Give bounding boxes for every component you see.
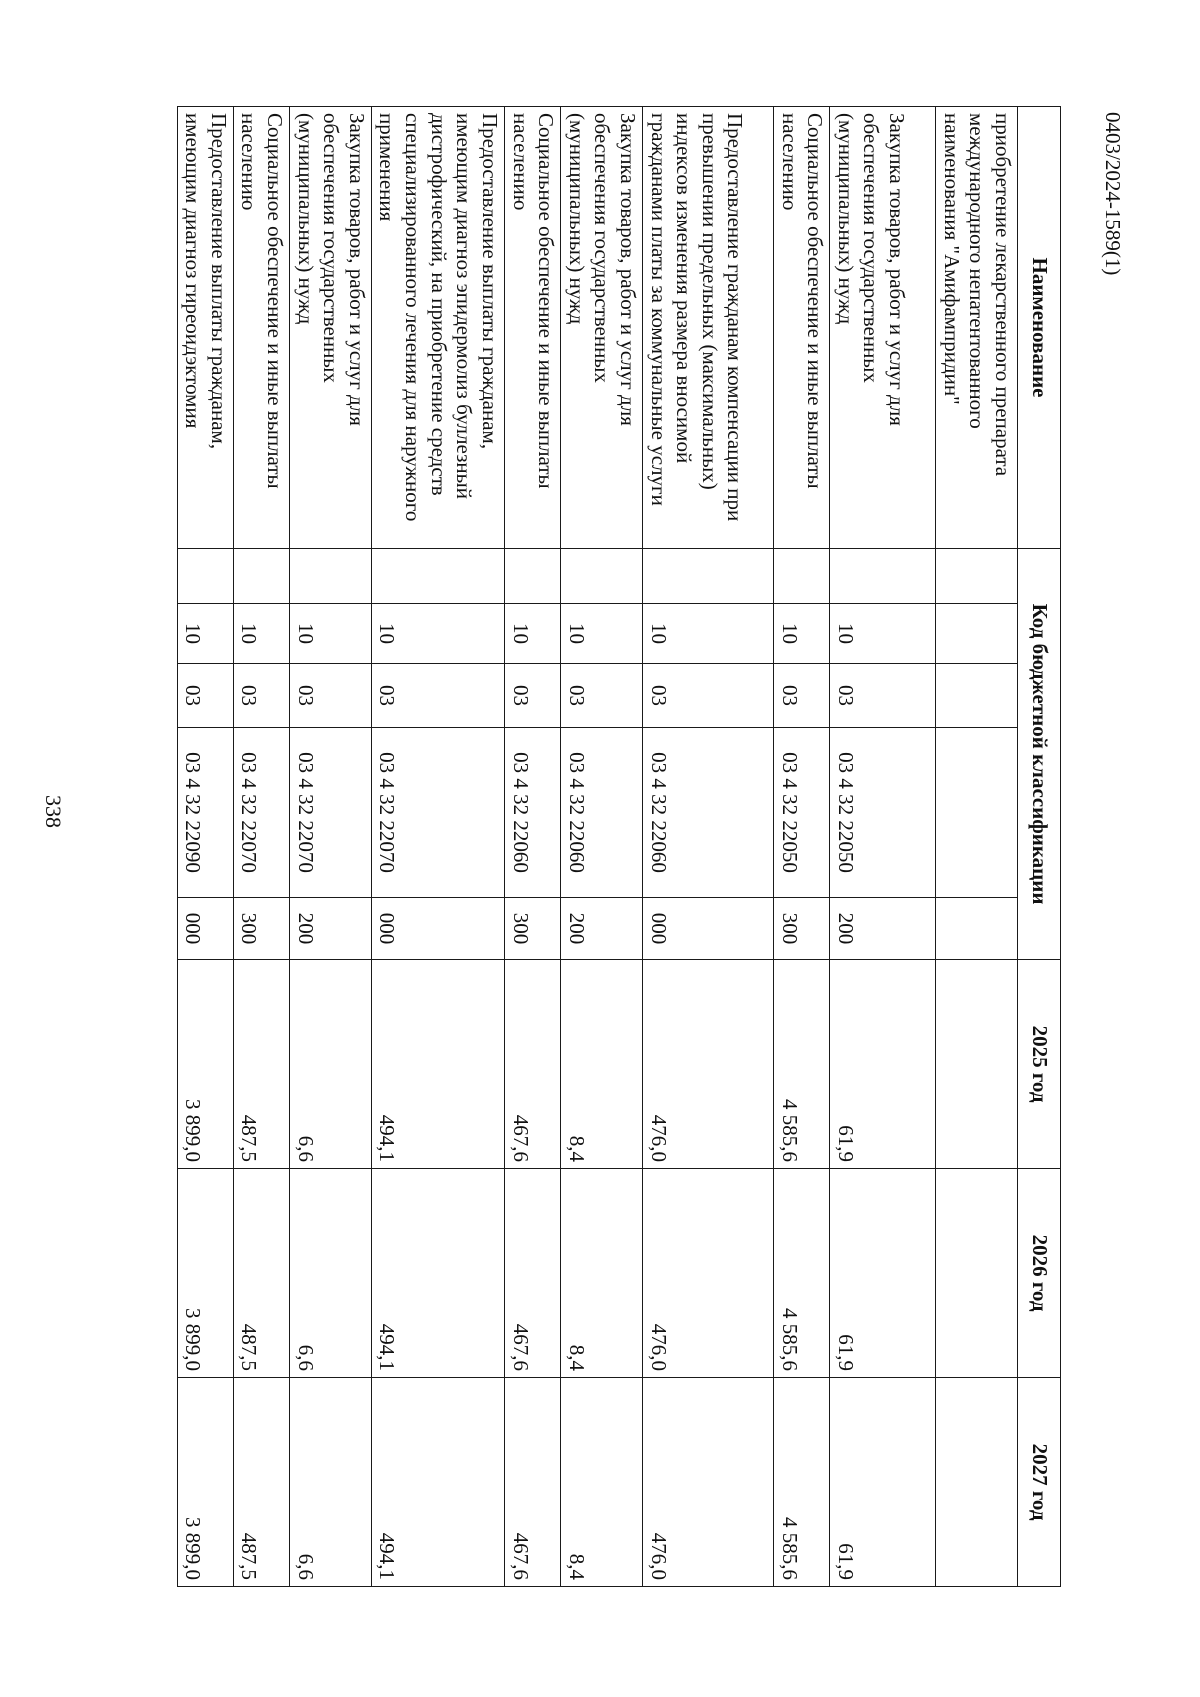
value-2027	[936, 1378, 1018, 1587]
code-section: 10	[371, 604, 504, 664]
code-section: 10	[233, 604, 289, 664]
table-body	[177, 107, 1017, 1587]
table-row	[830, 107, 936, 1587]
value-2027: 4 585,6	[773, 1378, 829, 1587]
row-name: Предоставление выплаты гражданам, имеющим диагноз эпидермолиз буллезный дистрофический, на приобретение средств специализированного лечения для наружного применения	[371, 107, 504, 549]
code-subsection: 03	[642, 664, 773, 728]
code-expense-type: 000	[371, 898, 504, 960]
row-name: Закупка товаров, работ и услуг для обеспечения государственных (муниципальных) нужд	[290, 107, 372, 549]
value-2025: 4 585,6	[773, 960, 829, 1169]
table-row	[177, 107, 233, 1587]
blank-cell	[830, 549, 936, 604]
header-code: Код бюджетной классификации	[1018, 549, 1061, 960]
header-2027: 2027 год	[1018, 1378, 1061, 1587]
code-section: 10	[504, 604, 560, 664]
code-expense-type: 000	[642, 898, 773, 960]
code-subsection: 03	[177, 664, 233, 728]
header-row	[1018, 107, 1061, 1587]
value-2027: 467,6	[504, 1378, 560, 1587]
value-2027: 3 899,0	[177, 1378, 233, 1587]
value-2026: 4 585,6	[773, 1169, 829, 1378]
row-name: Социальное обеспечение и иные выплаты населению	[773, 107, 829, 549]
blank-cell	[642, 549, 773, 604]
value-2025: 476,0	[642, 960, 773, 1169]
value-2025: 3 899,0	[177, 960, 233, 1169]
table-row	[936, 107, 1018, 1587]
code-target-article: 03 4 32 22060	[642, 728, 773, 898]
blank-cell	[177, 549, 233, 604]
value-2026: 6,6	[290, 1169, 372, 1378]
row-name: Предоставление выплаты гражданам, имеющим диагноз гиреоидэктомия	[177, 107, 233, 549]
value-2025	[936, 960, 1018, 1169]
table-row	[561, 107, 643, 1587]
blank-cell	[233, 549, 289, 604]
code-subsection: 03	[830, 664, 936, 728]
code-section	[936, 604, 1018, 664]
value-2026: 3 899,0	[177, 1169, 233, 1378]
value-2027: 8,4	[561, 1378, 643, 1587]
value-2025: 487,5	[233, 960, 289, 1169]
code-expense-type	[936, 898, 1018, 960]
code-expense-type: 000	[177, 898, 233, 960]
code-section: 10	[561, 604, 643, 664]
value-2026: 8,4	[561, 1169, 643, 1378]
code-target-article: 03 4 32 22050	[773, 728, 829, 898]
code-target-article: 03 4 32 22090	[177, 728, 233, 898]
value-2026: 61,9	[830, 1169, 936, 1378]
budget-table-container	[181, 106, 1061, 1586]
header-2026: 2026 год	[1018, 1169, 1061, 1378]
row-name: Закупка товаров, работ и услуг для обеспечения государственных (муниципальных) нужд	[830, 107, 936, 549]
code-expense-type: 200	[561, 898, 643, 960]
code-target-article: 03 4 32 22060	[504, 728, 560, 898]
value-2025: 8,4	[561, 960, 643, 1169]
code-section: 10	[830, 604, 936, 664]
code-target-article: 03 4 32 22070	[371, 728, 504, 898]
code-target-article: 03 4 32 22070	[233, 728, 289, 898]
value-2025: 6,6	[290, 960, 372, 1169]
page-number: 338	[41, 795, 66, 828]
code-subsection: 03	[504, 664, 560, 728]
code-subsection: 03	[233, 664, 289, 728]
blank-cell	[371, 549, 504, 604]
header-2025: 2025 год	[1018, 960, 1061, 1169]
code-subsection: 03	[290, 664, 372, 728]
table-row	[773, 107, 829, 1587]
code-section: 10	[773, 604, 829, 664]
blank-cell	[561, 549, 643, 604]
row-name: приобретение лекарственного препарата международного непатентованного наименования "Амифампридин"	[936, 107, 1018, 549]
code-section: 10	[290, 604, 372, 664]
budget-table	[177, 106, 1061, 1587]
code-target-article: 03 4 32 22070	[290, 728, 372, 898]
code-expense-type: 200	[290, 898, 372, 960]
table-row	[504, 107, 560, 1587]
row-name: Социальное обеспечение и иные выплаты населению	[233, 107, 289, 549]
code-target-article: 03 4 32 22060	[561, 728, 643, 898]
code-subsection: 03	[371, 664, 504, 728]
code-target-article	[936, 728, 1018, 898]
code-subsection: 03	[561, 664, 643, 728]
code-expense-type: 300	[773, 898, 829, 960]
row-name: Социальное обеспечение и иные выплаты населению	[504, 107, 560, 549]
value-2027: 61,9	[830, 1378, 936, 1587]
code-section: 10	[642, 604, 773, 664]
value-2026: 476,0	[642, 1169, 773, 1378]
blank-cell	[290, 549, 372, 604]
code-target-article: 03 4 32 22050	[830, 728, 936, 898]
value-2026: 467,6	[504, 1169, 560, 1378]
value-2027: 487,5	[233, 1378, 289, 1587]
value-2026: 487,5	[233, 1169, 289, 1378]
code-expense-type: 300	[504, 898, 560, 960]
value-2027: 494,1	[371, 1378, 504, 1587]
value-2025: 467,6	[504, 960, 560, 1169]
value-2025: 61,9	[830, 960, 936, 1169]
table-row	[290, 107, 372, 1587]
table-row	[233, 107, 289, 1587]
table-row	[371, 107, 504, 1587]
row-name: Закупка товаров, работ и услуг для обеспечения государственных (муниципальных) нужд	[561, 107, 643, 549]
blank-cell	[773, 549, 829, 604]
table-row	[642, 107, 773, 1587]
value-2027: 476,0	[642, 1378, 773, 1587]
document-code: 0403/2024-1589(1)	[1101, 112, 1125, 276]
header-name: Наименование	[1018, 107, 1061, 549]
code-section: 10	[177, 604, 233, 664]
value-2027: 6,6	[290, 1378, 372, 1587]
value-2026	[936, 1169, 1018, 1378]
blank-cell	[936, 549, 1018, 604]
code-expense-type: 200	[830, 898, 936, 960]
blank-cell	[504, 549, 560, 604]
code-expense-type: 300	[233, 898, 289, 960]
code-subsection	[936, 664, 1018, 728]
value-2025: 494,1	[371, 960, 504, 1169]
code-subsection: 03	[773, 664, 829, 728]
value-2026: 494,1	[371, 1169, 504, 1378]
row-name: Предоставление гражданам компенсации при превышении предельных (максимальных) индексов изменения размера вносимой гражданами платы за коммунальные услуги	[642, 107, 773, 549]
